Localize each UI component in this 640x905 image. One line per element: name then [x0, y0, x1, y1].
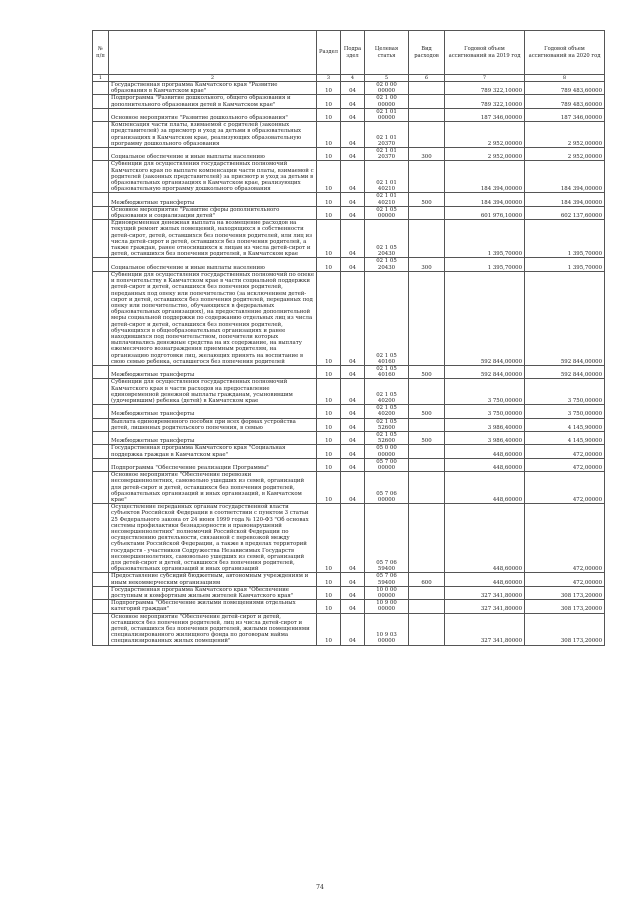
- column-number: 2: [109, 75, 317, 82]
- cell-razdel: 10: [317, 122, 341, 148]
- cell-razdel: 10: [317, 161, 341, 193]
- cell-celevaya: 10 0 00 00000: [365, 586, 409, 599]
- column-number: 8: [525, 75, 605, 82]
- cell-sum-2020: 789 483,60000: [525, 95, 605, 108]
- cell-razdel: 10: [317, 220, 341, 258]
- cell-sum-2019: 448,60000: [445, 445, 525, 458]
- cell-podrazdel: 04: [341, 193, 365, 206]
- cell-razdel: 10: [317, 586, 341, 599]
- cell-podrazdel: 04: [341, 445, 365, 458]
- cell-celevaya: 02 1 01 40210: [365, 193, 409, 206]
- cell-number: [93, 379, 109, 405]
- cell-name: Основное мероприятие "Обеспечение перевозки несовершеннолетних, самовольно ушедших из семей, организаций для детей-сирот и детей, оставшихся без попечения родителей, образовательных организаций и иных организаций, в Камчатском крае": [109, 472, 317, 504]
- column-number: 1: [93, 75, 109, 82]
- cell-sum-2019: 448,60000: [445, 458, 525, 471]
- cell-podrazdel: 04: [341, 95, 365, 108]
- cell-vid: 500: [409, 405, 445, 418]
- cell-vid: [409, 379, 445, 405]
- cell-vid: [409, 122, 445, 148]
- cell-name: Межбюджетные трансферты: [109, 431, 317, 444]
- cell-name: Субвенции для осуществления государственных полномочий Камчатского края в части расходов на предоставление единовременной денежной выплаты гражданам, усыновившим (удочерившим) ребенка (детей) в Камчатском крае: [109, 379, 317, 405]
- cell-name: Выплата единовременного пособия при всех формах устройства детей, лишенных родительского попечения, в семью: [109, 418, 317, 431]
- cell-number: [93, 122, 109, 148]
- cell-number: [93, 258, 109, 271]
- cell-celevaya: 10 9 00 00000: [365, 600, 409, 613]
- cell-name: Субвенции для осуществления государственных полномочий по опеке и попечительству в Камчатском крае в части социальной поддержки детей-сирот и детей, оставшихся без попечения родителей, переданных под опеку или попечительство (за исключением детей-сирот и детей, оставшихся без попечения родителей, переданных под опеку или попечительство, обучающихся в федеральных образовательных организациях), на предоставление дополнительной меры социальной поддержки по содержанию отдельных лиц из числа детей-сирот и детей, оставшихся без попечения родителей, обучающихся в общеобразовательных организациях и ранее находившихся под попечительством, попечители которых выплачивались денежные средства на их содержание, на выплату ежемесячного вознаграждения приемным родителям, на организацию подготовки лиц, желающих принять на воспитание в свою семью ребенка, оставшегося без попечения родителей: [109, 271, 317, 365]
- table-row: [93, 586, 605, 599]
- cell-name: Основное мероприятие "Развитие дошкольного образования": [109, 108, 317, 121]
- cell-podrazdel: 04: [341, 271, 365, 365]
- cell-podrazdel: 04: [341, 148, 365, 161]
- cell-sum-2020: 472,00000: [525, 445, 605, 458]
- budget-table: [92, 30, 605, 646]
- cell-razdel: 10: [317, 258, 341, 271]
- cell-podrazdel: 04: [341, 504, 365, 573]
- cell-razdel: 10: [317, 405, 341, 418]
- cell-name: Межбюджетные трансферты: [109, 405, 317, 418]
- cell-sum-2019: 187 346,00000: [445, 108, 525, 121]
- cell-number: [93, 573, 109, 586]
- cell-sum-2019: 789 322,10000: [445, 82, 525, 95]
- cell-number: [93, 365, 109, 378]
- cell-razdel: 10: [317, 418, 341, 431]
- cell-sum-2019: 3 986,40000: [445, 431, 525, 444]
- table-row: [93, 122, 605, 148]
- cell-vid: [409, 613, 445, 645]
- cell-number: [93, 504, 109, 573]
- cell-podrazdel: 04: [341, 613, 365, 645]
- cell-number: [93, 193, 109, 206]
- cell-name: Подпрограмма "Развитие дошкольного, общего образования и дополнительного образования детей в Камчатском крае": [109, 95, 317, 108]
- cell-sum-2020: 4 145,90000: [525, 418, 605, 431]
- header-podrazdel: Подраздел: [341, 31, 365, 75]
- cell-sum-2019: 3 750,00000: [445, 379, 525, 405]
- cell-name: Единовременная денежная выплата на возмещение расходов на текущий ремонт жилых помещений, находящихся в собственности детей-сирот, детей, оставшихся без попечения родителей, или лиц из числа детей-сирот и детей, оставшихся без попечения родителей, а также граждан, ранее относившихся к лицам из числа детей-сирот и детей, оставшихся без попечения родителей, в Камчатском крае: [109, 220, 317, 258]
- cell-vid: [409, 586, 445, 599]
- cell-sum-2019: 327 341,80000: [445, 586, 525, 599]
- cell-razdel: 10: [317, 504, 341, 573]
- cell-razdel: 10: [317, 600, 341, 613]
- cell-podrazdel: 04: [341, 431, 365, 444]
- cell-name: Основное мероприятие "Обеспечение детей-сирот и детей, оставшихся без попечения родителей, лиц из числа детей-сирот и детей, оставшихся без попечения родителей, жилыми помещениями специализированного жилищного фонда по договорам найма специализированных жилых помещений": [109, 613, 317, 645]
- table-row: [93, 504, 605, 573]
- cell-number: [93, 600, 109, 613]
- cell-celevaya: 10 9 03 00000: [365, 613, 409, 645]
- cell-vid: 500: [409, 193, 445, 206]
- cell-name: Социальное обеспечение и иные выплаты населению: [109, 148, 317, 161]
- cell-razdel: 10: [317, 206, 341, 219]
- cell-vid: [409, 504, 445, 573]
- cell-sum-2019: 448,60000: [445, 472, 525, 504]
- cell-sum-2020: 1 395,70000: [525, 258, 605, 271]
- cell-sum-2020: 592 844,00000: [525, 271, 605, 365]
- cell-number: [93, 458, 109, 471]
- header-number: № п/п: [93, 31, 109, 75]
- cell-sum-2020: 308 173,20000: [525, 613, 605, 645]
- cell-sum-2020: 789 483,60000: [525, 82, 605, 95]
- cell-sum-2020: 472,00000: [525, 458, 605, 471]
- cell-celevaya: 02 1 05 40200: [365, 405, 409, 418]
- cell-celevaya: 02 1 05 40160: [365, 365, 409, 378]
- table-row: [93, 271, 605, 365]
- cell-celevaya: 02 1 05 20430: [365, 258, 409, 271]
- cell-razdel: 10: [317, 108, 341, 121]
- cell-celevaya: 02 1 05 40160: [365, 271, 409, 365]
- cell-name: Осуществление переданных органам государственной власти субъектов Российской Федерации в соответствии с пунктом 3 статьи 25 Федерального закона от 24 июня 1999 года № 120-ФЗ "Об основах системы профилактики безнадзорности и правонарушений несовершеннолетних" полномочий Российской Федерации по осуществлению деятельности, связанной с перевозкой между субъектами Российской Федерации, а также в пределах территорий государств - участников Содружества Независимых Государств несовершеннолетних, самовольно ушедших из семей, организаций для детей-сирот и детей, оставшихся без попечения родителей, образовательных организаций и иных организаций: [109, 504, 317, 573]
- header-razdel: Раздел: [317, 31, 341, 75]
- cell-celevaya: 05 7 00 00000: [365, 458, 409, 471]
- cell-vid: 500: [409, 365, 445, 378]
- cell-razdel: 10: [317, 472, 341, 504]
- cell-sum-2019: 1 395,70000: [445, 220, 525, 258]
- cell-celevaya: 02 1 01 20370: [365, 122, 409, 148]
- cell-celevaya: 05 0 00 00000: [365, 445, 409, 458]
- column-number: 6: [409, 75, 445, 82]
- cell-name: Межбюджетные трансферты: [109, 193, 317, 206]
- table-row: [93, 161, 605, 193]
- cell-sum-2019: 3 986,40000: [445, 418, 525, 431]
- cell-vid: [409, 108, 445, 121]
- cell-sum-2019: 592 844,00000: [445, 365, 525, 378]
- cell-celevaya: 02 1 05 52600: [365, 418, 409, 431]
- cell-celevaya: 02 1 05 52600: [365, 431, 409, 444]
- cell-vid: [409, 418, 445, 431]
- table-row: [93, 379, 605, 405]
- header-name: [109, 31, 317, 75]
- cell-podrazdel: 04: [341, 122, 365, 148]
- cell-vid: 300: [409, 258, 445, 271]
- cell-sum-2019: 448,60000: [445, 504, 525, 573]
- cell-vid: [409, 206, 445, 219]
- header-sum-2020: Годовой объем ассигнований на 2020 год: [525, 31, 605, 75]
- cell-podrazdel: 04: [341, 108, 365, 121]
- cell-name: Подпрограмма "Обеспечение жилыми помещениями отдельных категорий граждан": [109, 600, 317, 613]
- cell-sum-2020: 4 145,90000: [525, 431, 605, 444]
- cell-sum-2019: 327 341,80000: [445, 613, 525, 645]
- cell-sum-2019: 2 952,00000: [445, 122, 525, 148]
- cell-razdel: 10: [317, 271, 341, 365]
- cell-vid: 600: [409, 573, 445, 586]
- cell-sum-2020: 602 137,60000: [525, 206, 605, 219]
- cell-vid: [409, 220, 445, 258]
- cell-sum-2020: 2 952,00000: [525, 148, 605, 161]
- table-row: [93, 458, 605, 471]
- cell-sum-2020: 184 394,00000: [525, 161, 605, 193]
- cell-vid: [409, 600, 445, 613]
- cell-celevaya: 02 1 05 20430: [365, 220, 409, 258]
- table-row: [93, 148, 605, 161]
- cell-podrazdel: 04: [341, 206, 365, 219]
- cell-name: Государственная программа Камчатского края "Обеспечение доступным и комфортным жильем жителей Камчатского края": [109, 586, 317, 599]
- cell-sum-2019: 592 844,00000: [445, 271, 525, 365]
- table-row: [93, 220, 605, 258]
- cell-podrazdel: 04: [341, 220, 365, 258]
- cell-razdel: 10: [317, 573, 341, 586]
- table-row: [93, 405, 605, 418]
- cell-sum-2019: 448,60000: [445, 573, 525, 586]
- cell-name: Предоставление субсидий бюджетным, автономным учреждениям и иным некоммерческим организациям: [109, 573, 317, 586]
- cell-sum-2019: 327 341,80000: [445, 600, 525, 613]
- cell-sum-2020: 3 750,00000: [525, 405, 605, 418]
- cell-sum-2019: 2 952,00000: [445, 148, 525, 161]
- cell-razdel: 10: [317, 148, 341, 161]
- cell-name: Социальное обеспечение и иные выплаты населению: [109, 258, 317, 271]
- cell-sum-2020: 184 394,00000: [525, 193, 605, 206]
- cell-sum-2020: 472,00000: [525, 573, 605, 586]
- table-row: [93, 95, 605, 108]
- cell-vid: 500: [409, 431, 445, 444]
- column-number: 7: [445, 75, 525, 82]
- cell-name: Субвенции для осуществления государственных полномочий Камчатского края по выплате компенсации части платы, взимаемой с родителей (законных представителей) за присмотр и уход за детьми в образовательных организациях в Камчатском крае, реализующих образовательную программу дошкольного образования: [109, 161, 317, 193]
- cell-sum-2020: 1 395,70000: [525, 220, 605, 258]
- cell-number: [93, 82, 109, 95]
- cell-number: [93, 586, 109, 599]
- cell-vid: [409, 445, 445, 458]
- cell-sum-2019: 1 395,70000: [445, 258, 525, 271]
- cell-number: [93, 418, 109, 431]
- cell-celevaya: 02 1 01 00000: [365, 108, 409, 121]
- cell-name: Государственная программа Камчатского края "Социальная поддержка граждан в Камчатском крае": [109, 445, 317, 458]
- cell-razdel: 10: [317, 95, 341, 108]
- table-row: [93, 82, 605, 95]
- cell-sum-2020: 472,00000: [525, 504, 605, 573]
- cell-razdel: 10: [317, 82, 341, 95]
- cell-vid: [409, 95, 445, 108]
- table-row: [93, 573, 605, 586]
- table-header-row: [93, 31, 605, 75]
- table-row: [93, 600, 605, 613]
- header-vid: Вид расходов: [409, 31, 445, 75]
- cell-name: Основное мероприятие "Развитие сферы дополнительного образования и социализации детей": [109, 206, 317, 219]
- cell-sum-2020: 308 173,20000: [525, 600, 605, 613]
- table-row: [93, 206, 605, 219]
- cell-celevaya: 05 7 06 59400: [365, 504, 409, 573]
- cell-podrazdel: 04: [341, 458, 365, 471]
- cell-celevaya: 02 1 01 40210: [365, 161, 409, 193]
- table-row: [93, 445, 605, 458]
- header-sum-2019: Годовой объем ассигнований на 2019 год: [445, 31, 525, 75]
- cell-podrazdel: 04: [341, 472, 365, 504]
- cell-number: [93, 206, 109, 219]
- cell-vid: [409, 271, 445, 365]
- cell-number: [93, 95, 109, 108]
- cell-celevaya: 02 1 01 20370: [365, 148, 409, 161]
- cell-number: [93, 472, 109, 504]
- cell-razdel: 10: [317, 365, 341, 378]
- cell-sum-2020: 2 952,00000: [525, 122, 605, 148]
- cell-name: Компенсация части платы, взимаемой с родителей (законных представителей) за присмотр и уход за детьми в образовательных организациях в Камчатском крае, реализующих образовательную программу дошкольного образования: [109, 122, 317, 148]
- column-number: 5: [365, 75, 409, 82]
- cell-razdel: 10: [317, 445, 341, 458]
- page-number: 74: [316, 884, 324, 891]
- table-row: [93, 108, 605, 121]
- column-number: 4: [341, 75, 365, 82]
- cell-podrazdel: 04: [341, 82, 365, 95]
- table-row: [93, 613, 605, 645]
- cell-razdel: 10: [317, 193, 341, 206]
- cell-razdel: 10: [317, 613, 341, 645]
- table-row: [93, 193, 605, 206]
- cell-celevaya: 05 7 06 00000: [365, 472, 409, 504]
- cell-vid: [409, 458, 445, 471]
- cell-vid: 300: [409, 148, 445, 161]
- cell-sum-2019: 184 394,00000: [445, 161, 525, 193]
- cell-celevaya: 02 0 00 00000: [365, 82, 409, 95]
- cell-number: [93, 148, 109, 161]
- cell-vid: [409, 161, 445, 193]
- column-number-row: [93, 75, 605, 82]
- cell-number: [93, 445, 109, 458]
- cell-celevaya: 05 7 06 59400: [365, 573, 409, 586]
- column-number: 3: [317, 75, 341, 82]
- table-row: [93, 365, 605, 378]
- cell-razdel: 10: [317, 458, 341, 471]
- cell-sum-2019: 184 394,00000: [445, 193, 525, 206]
- cell-name: Государственная программа Камчатского края "Развитие образования в Камчатском крае": [109, 82, 317, 95]
- cell-podrazdel: 04: [341, 258, 365, 271]
- cell-podrazdel: 04: [341, 573, 365, 586]
- cell-number: [93, 431, 109, 444]
- cell-podrazdel: 04: [341, 600, 365, 613]
- table-row: [93, 472, 605, 504]
- cell-sum-2020: 187 346,00000: [525, 108, 605, 121]
- cell-sum-2020: 472,00000: [525, 472, 605, 504]
- cell-number: [93, 405, 109, 418]
- cell-sum-2019: 3 750,00000: [445, 405, 525, 418]
- cell-name: Подпрограмма "Обеспечение реализации Программы": [109, 458, 317, 471]
- table-row: [93, 431, 605, 444]
- cell-number: [93, 161, 109, 193]
- cell-sum-2019: 601 976,10000: [445, 206, 525, 219]
- cell-razdel: 10: [317, 379, 341, 405]
- cell-razdel: 10: [317, 431, 341, 444]
- cell-sum-2020: 308 173,20000: [525, 586, 605, 599]
- cell-number: [93, 613, 109, 645]
- cell-vid: [409, 82, 445, 95]
- cell-podrazdel: 04: [341, 586, 365, 599]
- cell-sum-2019: 789 322,10000: [445, 95, 525, 108]
- cell-vid: [409, 472, 445, 504]
- cell-podrazdel: 04: [341, 405, 365, 418]
- cell-celevaya: 02 1 00 00000: [365, 95, 409, 108]
- cell-podrazdel: 04: [341, 365, 365, 378]
- cell-podrazdel: 04: [341, 379, 365, 405]
- cell-sum-2020: 592 844,00000: [525, 365, 605, 378]
- table-row: [93, 258, 605, 271]
- header-celevaya: Целевая статья: [365, 31, 409, 75]
- cell-number: [93, 108, 109, 121]
- cell-number: [93, 271, 109, 365]
- cell-celevaya: 02 1 05 00000: [365, 206, 409, 219]
- cell-podrazdel: 04: [341, 161, 365, 193]
- cell-podrazdel: 04: [341, 418, 365, 431]
- table-row: [93, 418, 605, 431]
- cell-sum-2020: 3 750,00000: [525, 379, 605, 405]
- cell-number: [93, 220, 109, 258]
- cell-celevaya: 02 1 05 40200: [365, 379, 409, 405]
- cell-name: Межбюджетные трансферты: [109, 365, 317, 378]
